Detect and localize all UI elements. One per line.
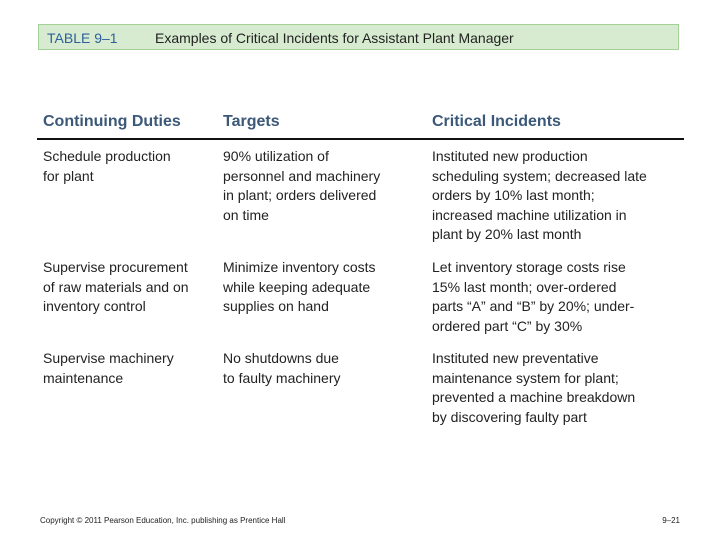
row-2-target: Minimize inventory costs while keeping adequate supplies on hand xyxy=(223,259,376,314)
copyright-footer: Copyright © 2011 Pearson Education, Inc. publishing as Prentice Hall xyxy=(40,516,286,525)
row-1-incident: Instituted new production scheduling system; decreased late orders by 10% last month; increased machine utilization in plant by 20% last month xyxy=(432,148,647,242)
column-header-incidents: Critical Incidents xyxy=(432,113,561,130)
row-2-duty: Supervise procurement of raw materials and on inventory control xyxy=(43,259,189,314)
column-header-duties: Continuing Duties xyxy=(43,113,181,130)
page-number: 9–21 xyxy=(662,516,680,525)
table-title-banner xyxy=(38,24,679,50)
header-rule xyxy=(37,138,684,140)
table-title: Examples of Critical Incidents for Assistant Plant Manager xyxy=(155,30,514,46)
row-2-incident: Let inventory storage costs rise 15% last month; over-ordered parts “A” and “B” by 20%; under- ordered part “C” by 30% xyxy=(432,259,635,334)
row-3-duty: Supervise machinery maintenance xyxy=(43,350,174,386)
row-1-target: 90% utilization of personnel and machinery in plant; orders delivered on time xyxy=(223,148,381,223)
row-1-duty: Schedule production for plant xyxy=(43,148,171,184)
table-number: TABLE 9–1 xyxy=(47,30,118,46)
row-3-target: No shutdowns due to faulty machinery xyxy=(223,350,341,386)
row-3-incident: Instituted new preventative maintenance system for plant; prevented a machine breakdown by discovering faulty part xyxy=(432,350,636,425)
column-header-targets: Targets xyxy=(223,113,280,130)
